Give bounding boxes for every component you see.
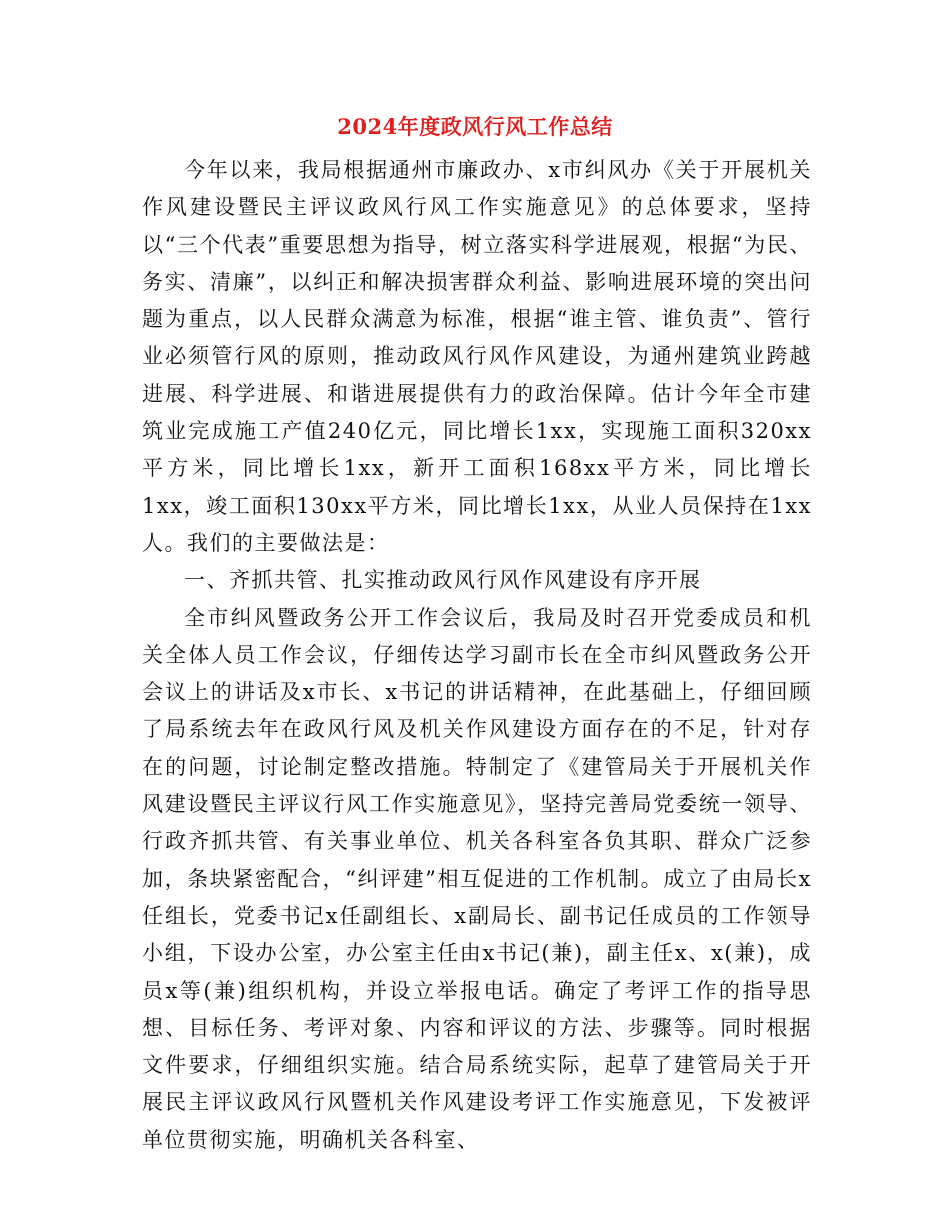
section-heading-1: 一、齐抓共管、扎实推动政风行风作风建设有序开展 [184,568,702,593]
document-title: 2024年度政风行风工作总结 [337,114,613,139]
paragraph-section-1: 全市纠风暨政务公开工作会议后，我局及时召开党委成员和机关全体人员工作会议，仔细传达学习副市长在全市纠风暨政务公开会议上的讲话及x市长、x书记的讲话精神，在此基础上，仔细回顾了局系统去年在政风行风及机关作风建设方面存在的不足，针对存在的问题，讨论制定整改措施。特制定了《建管局关于开展机关作风建设暨民主评议行风工作实施意见》，坚持完善局党委统一领导、行政齐抓共管、有关事业单位、机关各科室各负其职、群众广泛参加，条块紧密配合，“纠评建”相互促进的工作机制。成立了由局长x任组长，党委书记x任副组长、x副局长、副书记任成员的工作领导小组，下设办公室，办公室主任由x书记(兼)，副主任x、x(兼)，成员x等(兼)组织机构，并设立举报电话。确定了考评工作的指导思想、目标任务、考评对象、内容和评议的方法、步骤等。同时根据文件要求，仔细组织实施。结合局系统实际，起草了建管局关于开展民主评议政风行风暨机关作风建设考评工作实施意见，下发被评单位贯彻实施，明确机关各科室、 [142,605,812,1152]
paragraph-intro: 今年以来，我局根据通州市廉政办、x市纠风办《关于开展机关作风建设暨民主评议政风行风工作实施意见》的总体要求，坚持以“三个代表”重要思想为指导，树立落实科学进展观，根据“为民、务实、清廉”，以纠正和解决损害群众利益、影响进展环境的突出问题为重点，以人民群众满意为标准，根据“谁主管、谁负责”、管行业必须管行风的原则，推动政风行风作风建设，为通州建筑业跨越进展、科学进展、和谐进展提供有力的政治保障。估计今年全市建筑业完成施工产值240亿元，同比增长1xx，实现施工面积320xx平方米，同比增长1xx，新开工面积168xx平方米，同比增长1xx，竣工面积130xx平方米，同比增长1xx，从业人员保持在1xx人。我们的主要做法是： [142,158,812,555]
document-body [142,152,812,1159]
